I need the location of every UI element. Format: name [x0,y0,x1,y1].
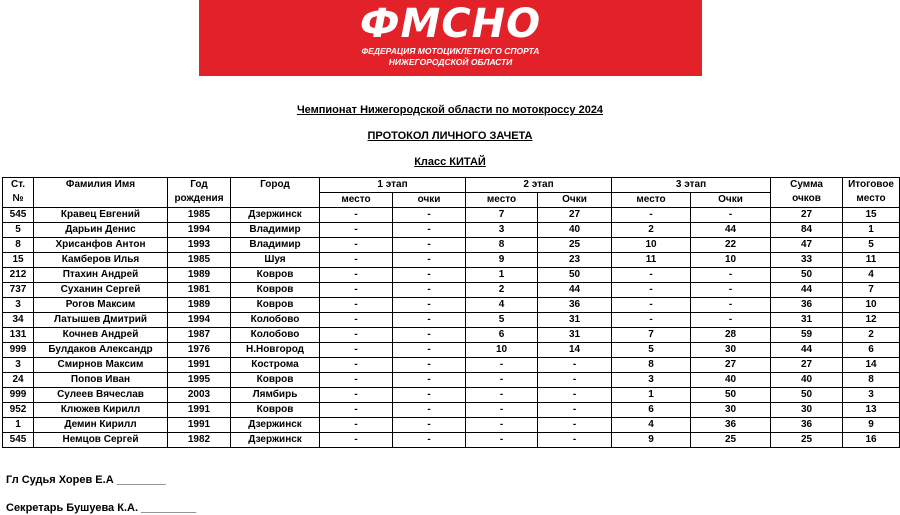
table-row: 212 Птахин Андрей 1989 Ковров - - 1 50 - - 50 4 [3,268,900,283]
table-row: 999 Булдаков Александр 1976 Н.Новгород - - 10 14 5 30 44 6 [3,343,900,358]
header-s3-points: Очки [691,193,771,208]
class-label: Класс КИТАЙ [414,156,486,168]
table-row: 24 Попов Иван 1995 Ковров - - - - 3 40 40 8 [3,373,900,388]
results-table [2,177,900,448]
header-stage3: 3 этап [612,178,771,193]
table-row: 737 Суханин Сергей 1981 Ковров - - 2 44 - - 44 7 [3,283,900,298]
protocol-title: ПРОТОКОЛ ЛИЧНОГО ЗАЧЕТА [367,130,533,142]
table-row: 999 Сулеев Вячеслав 2003 Лямбирь - - - - 1 50 50 3 [3,388,900,403]
header-stage2: 2 этап [466,178,612,193]
header-s3-place: место [612,193,691,208]
championship-title: Чемпионат Нижегородской области по мотокроссу 2024 [296,104,604,116]
header-final-place: Итоговое место [843,178,900,208]
table-row: 131 Кочнев Андрей 1987 Колобово - - 6 31 7 28 59 2 [3,328,900,343]
header-s2-place: место [466,193,538,208]
table-row: 545 Немцов Сергей 1982 Дзержинск - - - - 9 25 25 16 [3,433,900,448]
chief-judge-signature-line: Гл Судья Хорев Е.А ________ [6,474,166,486]
table-header-row [3,178,900,193]
header-name: Фамилия Имя [34,178,168,208]
table-row: 1 Демин Кирилл 1991 Дзержинск - - - - 4 36 36 9 [3,418,900,433]
federation-banner [199,0,702,76]
table-row: 34 Латышев Дмитрий 1994 Колобово - - 5 31 - - 31 12 [3,313,900,328]
header-number: Ст. № [3,178,34,208]
table-row: 8 Хрисанфов Антон 1993 Владимир - - 8 25 10 22 47 5 [3,238,900,253]
header-s1-points: очки [393,193,466,208]
header-stage1: 1 этап [320,178,466,193]
header-city: Город [231,178,320,208]
table-row: 545 Кравец Евгений 1985 Дзержинск - - 7 27 - - 27 15 [3,208,900,223]
header-sum: Сумма очков [771,178,843,208]
header-s1-place: место [320,193,393,208]
federation-name-line2: НИЖЕГОРОДСКОЙ ОБЛАСТИ [388,57,513,67]
table-row: 3 Рогов Максим 1989 Ковров - - 4 36 - - 36 10 [3,298,900,313]
secretary-signature-line: Секретарь Бушуева К.А. _________ [6,502,197,514]
header-s2-points: Очки [538,193,612,208]
federation-logo: ФМСНО [359,1,542,47]
table-row: 15 Камберов Илья 1985 Шуя - - 9 23 11 10 33 11 [3,253,900,268]
table-row: 952 Клюжев Кирилл 1991 Ковров - - - - 6 30 30 13 [3,403,900,418]
table-row: 3 Смирнов Максим 1991 Кострома - - - - 8 27 27 14 [3,358,900,373]
header-year: Год рождения [168,178,231,208]
table-row: 5 Дарьин Денис 1994 Владимир - - 3 40 2 44 84 1 [3,223,900,238]
federation-name-line1: ФЕДЕРАЦИЯ МОТОЦИКЛЕТНОГО СПОРТА [361,46,540,56]
